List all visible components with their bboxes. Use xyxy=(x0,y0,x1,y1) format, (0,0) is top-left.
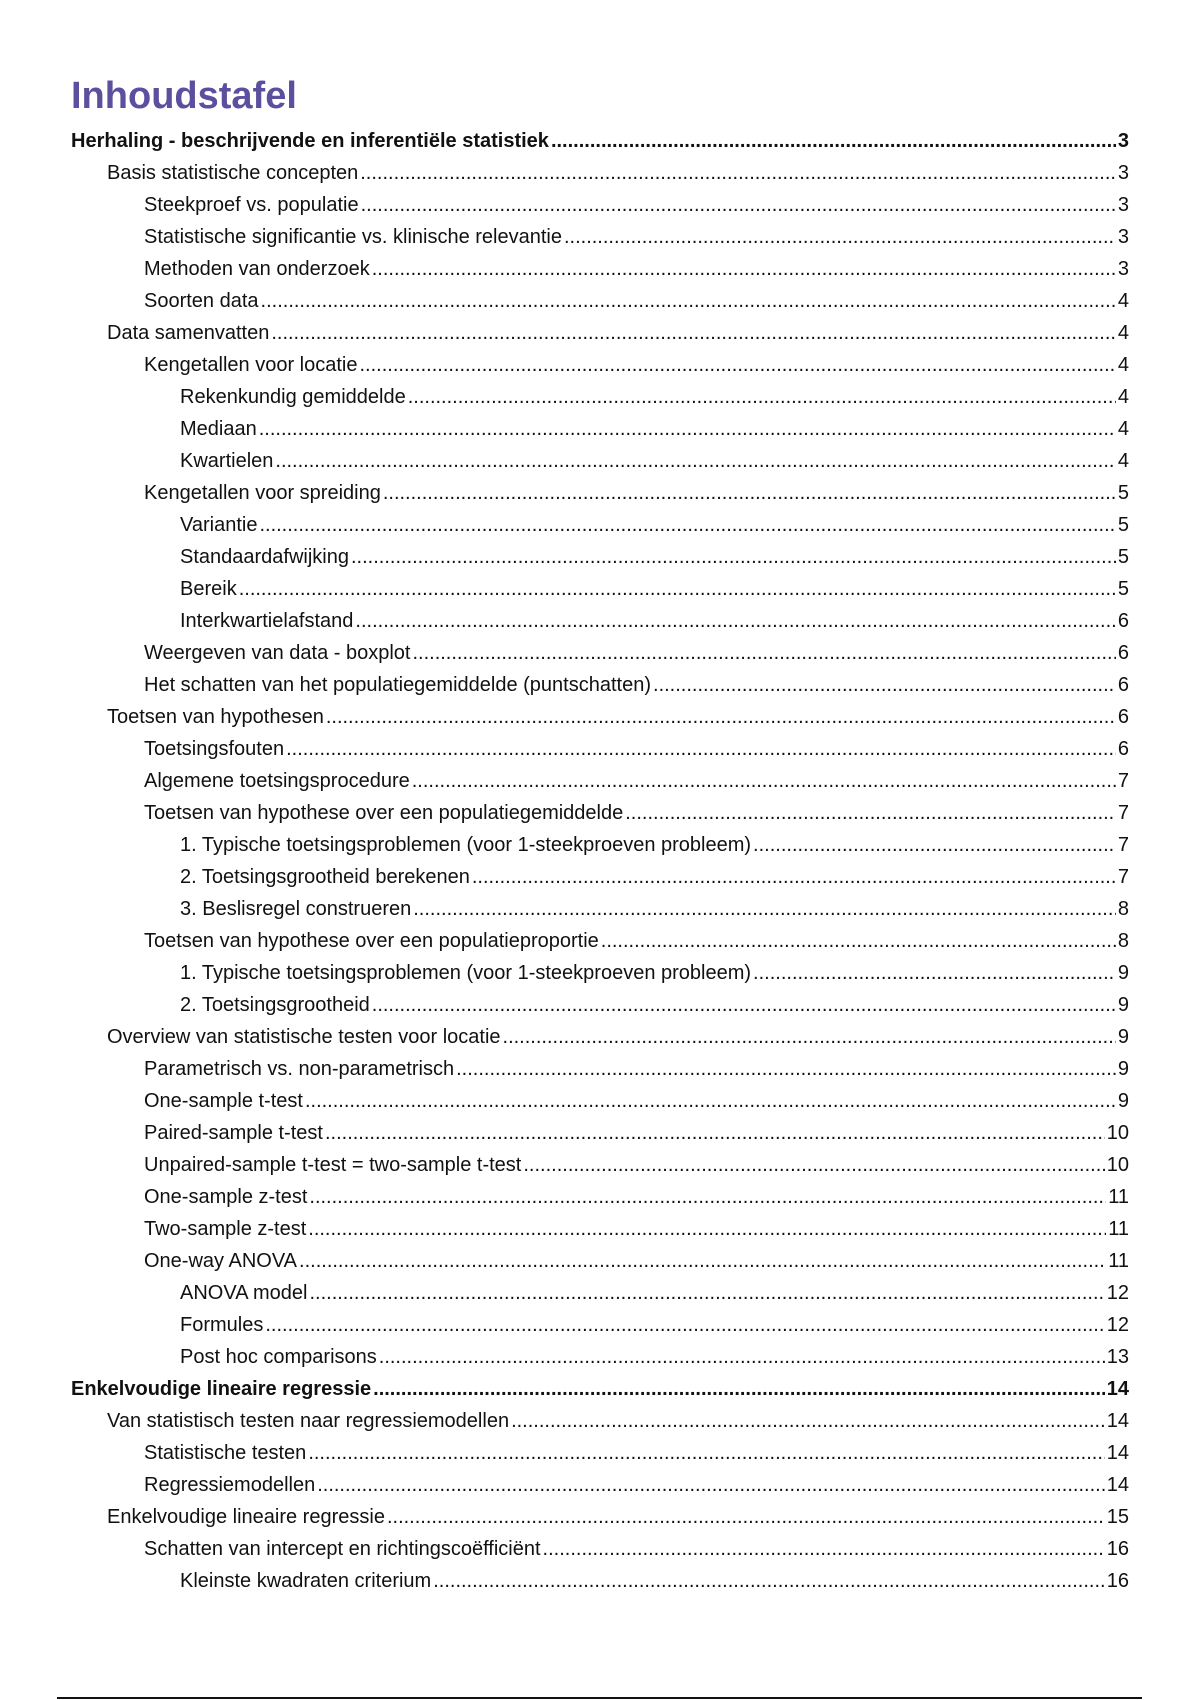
toc-dot-leader xyxy=(412,641,1115,665)
toc-page-number: 5 xyxy=(1117,482,1129,504)
toc-dot-leader xyxy=(433,1569,1105,1593)
toc-entry[interactable] xyxy=(71,377,1129,409)
toc-entry-title: Schatten van intercept en richtingscoëfficiënt xyxy=(144,1538,541,1560)
toc-entry[interactable] xyxy=(71,1369,1129,1401)
toc-entry-title: Toetsingsfouten xyxy=(144,738,285,760)
footer-rule xyxy=(57,1697,1142,1699)
toc-page-number: 11 xyxy=(1108,1186,1129,1208)
toc-entry[interactable] xyxy=(71,1241,1129,1273)
toc-entry-title: Weergeven van data - boxplot xyxy=(144,642,411,664)
toc-entry-title: Methoden van onderzoek xyxy=(144,258,370,280)
toc-entry-title: Mediaan xyxy=(180,418,257,440)
toc-page-number: 4 xyxy=(1117,354,1129,376)
toc-page-number: 7 xyxy=(1117,866,1129,888)
toc-dot-leader xyxy=(625,801,1116,825)
toc-entry[interactable] xyxy=(71,729,1129,761)
toc-page-number: 10 xyxy=(1106,1154,1129,1176)
toc-page-number: 7 xyxy=(1117,802,1129,824)
toc-entry[interactable] xyxy=(71,1401,1129,1433)
toc-dot-leader xyxy=(372,257,1116,281)
toc-entry-title: One-way ANOVA xyxy=(144,1250,298,1272)
toc-entry[interactable] xyxy=(71,441,1129,473)
toc-entry-title: Het schatten van het populatiegemiddelde (puntschatten) xyxy=(144,674,652,696)
toc-entry[interactable] xyxy=(71,1465,1129,1497)
toc-page-number: 5 xyxy=(1117,514,1129,536)
toc-dot-leader xyxy=(351,545,1116,569)
toc-entry[interactable] xyxy=(71,1177,1129,1209)
toc-entry[interactable] xyxy=(71,633,1129,665)
toc-entry-title: Statistische testen xyxy=(144,1442,307,1464)
toc-page-number: 3 xyxy=(1117,130,1129,152)
toc-entry[interactable] xyxy=(71,1337,1129,1369)
toc-page-number: 4 xyxy=(1117,418,1129,440)
toc-page-number: 12 xyxy=(1106,1314,1129,1336)
toc-page-number: 8 xyxy=(1117,898,1129,920)
toc-entry-title: Enkelvoudige lineaire regressie xyxy=(107,1506,385,1528)
toc-page-number: 7 xyxy=(1117,834,1129,856)
toc-page-number: 6 xyxy=(1117,674,1129,696)
toc-entry-title: 2. Toetsingsgrootheid berekenen xyxy=(180,866,470,888)
toc-page-number: 9 xyxy=(1117,1058,1129,1080)
toc-entry-title: Variantie xyxy=(180,514,258,536)
toc-entry-title: Toetsen van hypothese over een populatiegemiddelde xyxy=(144,802,624,824)
toc-entry-title: Algemene toetsingsprocedure xyxy=(144,770,410,792)
toc-entry-title: Overview van statistische testen voor locatie xyxy=(107,1026,501,1048)
toc-entry[interactable] xyxy=(71,121,1129,153)
toc-dot-leader xyxy=(259,513,1115,537)
toc-dot-leader xyxy=(753,833,1116,857)
toc-dot-leader xyxy=(355,609,1115,633)
toc-page-number: 14 xyxy=(1106,1378,1129,1400)
toc-entry[interactable] xyxy=(71,185,1129,217)
toc-dot-leader xyxy=(259,417,1116,441)
toc-entry-title: Statistische significantie vs. klinische relevantie xyxy=(144,226,562,248)
toc-entry[interactable] xyxy=(71,249,1129,281)
toc-entry-title: Bereik xyxy=(180,578,237,600)
toc-entry[interactable] xyxy=(71,1209,1129,1241)
toc-page-number: 11 xyxy=(1108,1218,1129,1240)
toc-dot-leader xyxy=(753,961,1116,985)
toc-dot-leader xyxy=(511,1409,1105,1433)
toc-entry-title: Van statistisch testen naar regressiemodellen xyxy=(107,1410,510,1432)
toc-dot-leader xyxy=(387,1505,1105,1529)
toc-dot-leader xyxy=(456,1057,1116,1081)
toc-entry-title: Paired-sample t-test xyxy=(144,1122,323,1144)
toc-entry-title: Formules xyxy=(180,1314,264,1336)
toc-entry-title: Kengetallen voor locatie xyxy=(144,354,358,376)
toc-dot-leader xyxy=(383,481,1116,505)
toc-entry-title: Kengetallen voor spreiding xyxy=(144,482,381,504)
toc-entry-title: 1. Typische toetsingsproblemen (voor 1-steekproeven probleem) xyxy=(180,962,752,984)
toc-dot-leader xyxy=(286,737,1116,761)
toc-dot-leader xyxy=(412,769,1116,793)
toc-dot-leader xyxy=(503,1025,1116,1049)
toc-entry-title: Standaardafwijking xyxy=(180,546,349,568)
toc-entry-title: 3. Beslisregel construeren xyxy=(180,898,412,920)
toc-entry[interactable] xyxy=(71,505,1129,537)
toc-dot-leader xyxy=(359,353,1115,377)
toc-entry-title: Post hoc comparisons xyxy=(180,1346,377,1368)
toc-dot-leader xyxy=(275,449,1115,473)
toc-entry[interactable] xyxy=(71,601,1129,633)
toc-entry[interactable] xyxy=(71,793,1129,825)
toc-entry-title: Rekenkundig gemiddelde xyxy=(180,386,406,408)
toc-entry[interactable] xyxy=(71,889,1129,921)
toc-entry[interactable] xyxy=(71,313,1129,345)
toc-entry-title: One-sample z-test xyxy=(144,1186,308,1208)
toc-dot-leader xyxy=(325,1121,1105,1145)
toc-dot-leader xyxy=(309,1281,1104,1305)
toc-dot-leader xyxy=(379,1345,1105,1369)
toc-entry-title: Two-sample z-test xyxy=(144,1218,307,1240)
toc-page-number: 6 xyxy=(1117,738,1129,760)
toc-entry-title: Unpaired-sample t-test = two-sample t-test xyxy=(144,1154,522,1176)
toc-entry-title: ANOVA model xyxy=(180,1282,308,1304)
toc-entry-title: Toetsen van hypothesen xyxy=(107,706,324,728)
toc-entry[interactable] xyxy=(71,153,1129,185)
toc-entry[interactable] xyxy=(71,921,1129,953)
toc-dot-leader xyxy=(543,1537,1105,1561)
toc-entry-title: Regressiemodellen xyxy=(144,1474,316,1496)
toc-page-number: 9 xyxy=(1117,1026,1129,1048)
toc-page-number: 3 xyxy=(1117,258,1129,280)
toc-dot-leader xyxy=(305,1089,1116,1113)
toc-dot-leader xyxy=(360,161,1116,185)
toc-page-number: 6 xyxy=(1117,642,1129,664)
toc-entry[interactable] xyxy=(71,409,1129,441)
toc-dot-leader xyxy=(317,1473,1105,1497)
toc-page-number: 4 xyxy=(1117,290,1129,312)
toc-dot-leader xyxy=(372,993,1116,1017)
toc-entry[interactable] xyxy=(71,1081,1129,1113)
toc-entry-title: Enkelvoudige lineaire regressie xyxy=(71,1378,372,1400)
toc-dot-leader xyxy=(239,577,1116,601)
toc-entry[interactable] xyxy=(71,1113,1129,1145)
toc-entry-title: Soorten data xyxy=(144,290,259,312)
toc-entry[interactable] xyxy=(71,953,1129,985)
toc-page-number: 14 xyxy=(1106,1474,1129,1496)
toc-page-number: 5 xyxy=(1117,578,1129,600)
page-title: Inhoudstafel xyxy=(71,75,297,117)
toc-page-number: 7 xyxy=(1117,770,1129,792)
toc-entry-title: Herhaling - beschrijvende en inferentiële statistiek xyxy=(71,130,549,152)
toc-page-number: 9 xyxy=(1117,1090,1129,1112)
toc-page-number: 14 xyxy=(1106,1410,1129,1432)
toc-page-number: 3 xyxy=(1117,194,1129,216)
toc-page-number: 3 xyxy=(1117,226,1129,248)
toc-entry[interactable] xyxy=(71,345,1129,377)
toc-page-number: 6 xyxy=(1117,610,1129,632)
toc-page-number: 9 xyxy=(1117,962,1129,984)
toc-dot-leader xyxy=(523,1153,1104,1177)
toc-entry-title: Kleinste kwadraten criterium xyxy=(180,1570,432,1592)
toc-dot-leader xyxy=(653,673,1116,697)
toc-entry[interactable] xyxy=(71,569,1129,601)
toc-dot-leader xyxy=(361,193,1116,217)
toc-entry[interactable] xyxy=(71,1049,1129,1081)
toc-page-number: 4 xyxy=(1117,386,1129,408)
toc-entry[interactable] xyxy=(71,1017,1129,1049)
toc-page-number: 6 xyxy=(1117,706,1129,728)
toc-entry[interactable] xyxy=(71,537,1129,569)
toc-dot-leader xyxy=(299,1249,1106,1273)
toc-dot-leader xyxy=(413,897,1116,921)
toc-entry-title: Kwartielen xyxy=(180,450,274,472)
toc-entry[interactable] xyxy=(71,473,1129,505)
toc-entry[interactable] xyxy=(71,281,1129,313)
toc-dot-leader xyxy=(326,705,1116,729)
toc-page-number: 14 xyxy=(1106,1442,1129,1464)
toc-entry[interactable] xyxy=(71,697,1129,729)
toc-entry[interactable] xyxy=(71,761,1129,793)
toc-page-number: 13 xyxy=(1106,1346,1129,1368)
toc-dot-leader xyxy=(265,1313,1104,1337)
toc-entry[interactable] xyxy=(71,665,1129,697)
toc-page-number: 10 xyxy=(1106,1122,1129,1144)
toc-entry-title: 1. Typische toetsingsproblemen (voor 1-steekproeven probleem) xyxy=(180,834,752,856)
toc-entry-title: Basis statistische concepten xyxy=(107,162,359,184)
toc-entry[interactable] xyxy=(71,1433,1129,1465)
toc-entry-title: One-sample t-test xyxy=(144,1090,303,1112)
toc-entry[interactable] xyxy=(71,1145,1129,1177)
toc-entry[interactable] xyxy=(71,857,1129,889)
toc-dot-leader xyxy=(261,289,1116,313)
toc-entry-title: Toetsen van hypothese over een populatieproportie xyxy=(144,930,599,952)
toc-entry[interactable] xyxy=(71,985,1129,1017)
toc-dot-leader xyxy=(551,129,1116,153)
toc-dot-leader xyxy=(601,929,1116,953)
toc-page-number: 16 xyxy=(1106,1538,1129,1560)
table-of-contents xyxy=(71,121,1129,1593)
toc-entry-title: 2. Toetsingsgrootheid xyxy=(180,994,370,1016)
toc-page-number: 4 xyxy=(1117,322,1129,344)
toc-entry[interactable] xyxy=(71,1497,1129,1529)
toc-entry[interactable] xyxy=(71,825,1129,857)
toc-page-number: 15 xyxy=(1106,1506,1129,1528)
toc-entry-title: Interkwartielafstand xyxy=(180,610,354,632)
toc-page-number: 16 xyxy=(1106,1570,1129,1592)
toc-entry[interactable] xyxy=(71,1305,1129,1337)
toc-dot-leader xyxy=(373,1377,1105,1401)
toc-entry-title: Parametrisch vs. non-parametrisch xyxy=(144,1058,455,1080)
toc-page-number: 9 xyxy=(1117,994,1129,1016)
toc-entry[interactable] xyxy=(71,1273,1129,1305)
toc-entry[interactable] xyxy=(71,1529,1129,1561)
toc-dot-leader xyxy=(564,225,1116,249)
toc-entry-title: Steekproef vs. populatie xyxy=(144,194,359,216)
toc-page-number: 12 xyxy=(1106,1282,1129,1304)
toc-page-number: 3 xyxy=(1117,162,1129,184)
toc-page-number: 5 xyxy=(1117,546,1129,568)
toc-dot-leader xyxy=(308,1217,1106,1241)
toc-entry[interactable] xyxy=(71,1561,1129,1593)
toc-dot-leader xyxy=(309,1185,1106,1209)
toc-page-number: 11 xyxy=(1108,1250,1129,1272)
toc-dot-leader xyxy=(308,1441,1104,1465)
toc-entry[interactable] xyxy=(71,217,1129,249)
toc-dot-leader xyxy=(271,321,1116,345)
toc-dot-leader xyxy=(472,865,1116,889)
toc-dot-leader xyxy=(408,385,1116,409)
toc-page-number: 8 xyxy=(1117,930,1129,952)
toc-entry-title: Data samenvatten xyxy=(107,322,270,344)
toc-page-number: 4 xyxy=(1117,450,1129,472)
